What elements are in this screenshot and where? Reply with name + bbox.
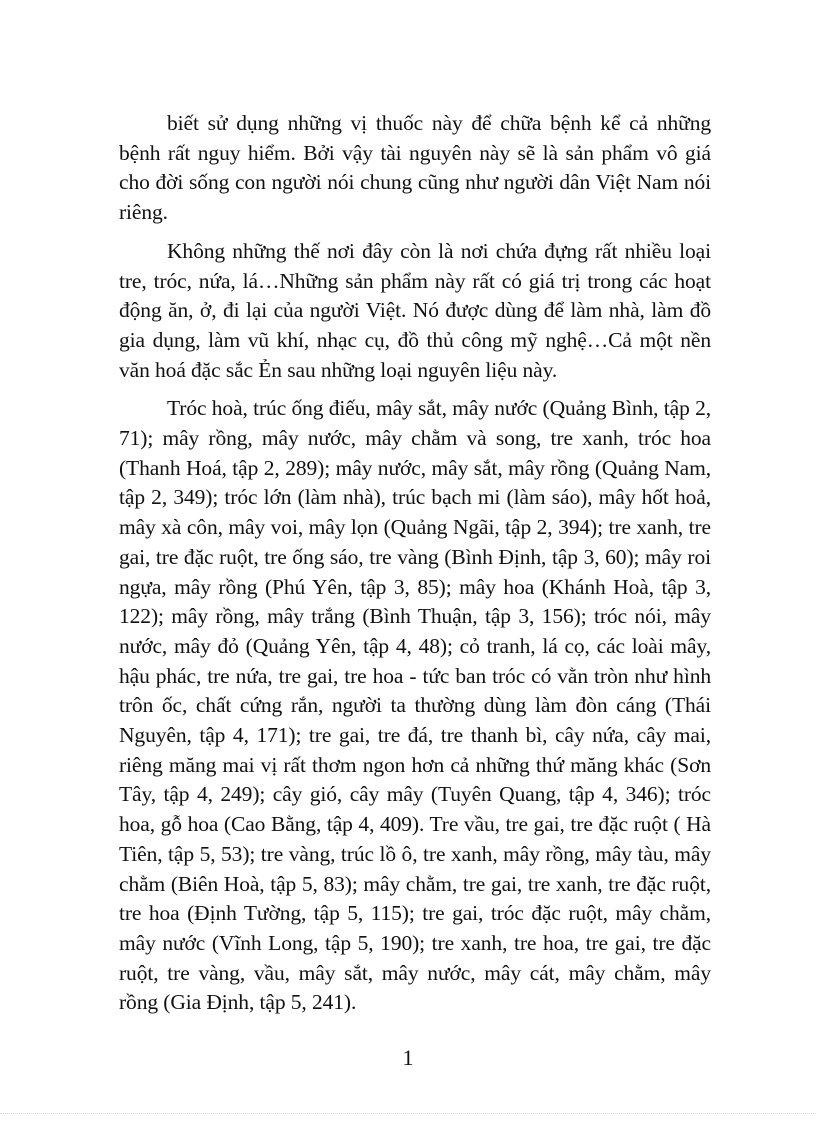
page-bottom-divider [0,1113,816,1114]
paragraph-bamboo-materials: Không những thế nơi đây còn là nơi chứa đựng rất nhiều loại tre, tróc, nứa, lá…Những sản phẩm này rất có giá trị trong các hoạt động ăn, ở, đi lại của người Việt. Nó được dùng để làm nhà, làm đồ gia dụng, làm vũ khí, nhạc cụ, đồ thủ công mỹ nghệ…Cả một nền văn hoá đặc sắc Ẻn sau những loại nguyên liệu này. [119,238,711,382]
body-text [119,109,711,1027]
paragraph-regional-list: Tróc hoà, trúc ống điếu, mây sắt, mây nước (Quảng Bình, tập 2, 71); mây rồng, mây nước, mây chằm và song, tre xanh, tróc hoa (Thanh Hoá, tập 2, 289); mây nước, mây sắt, mây rồng (Quảng Nam, tập 2, 349); tróc lớn (làm nhà), trúc bạch mi (làm sáo), mây hốt hoả, mây xà côn, mây voi, mây lọn (Quảng Ngãi, tập 2, 394); tre xanh, tre gai, tre đặc ruột, tre ống sáo, tre vàng (Bình Định, tập 3, 60); mây roi ngựa, mây rồng (Phú Yên, tập 3, 85); mây hoa (Khánh Hoà, tập 3, 122); mây rồng, mây trắng (Bình Thuận, tập 3, 156); tróc nói, mây nước, mây đỏ (Quảng Yên, tập 4, 48); cỏ tranh, lá cọ, các loài mây, hậu phác, tre nứa, tre gai, tre hoa - tức ban tróc có vằn tròn như hình trôn ốc, chất cứng rắn, người ta thường dùng làm đòn cáng (Thái Nguyên, tập 4, 171); tre gai, tre đá, tre thanh bì, cây nứa, cây mai, riêng măng mai vị rất thơm ngon hơn cả những thứ măng khác (Sơn Tây, tập 4, 249); cây gió, cây mây (Tuyên Quang, tập 4, 346); tróc hoa, gỗ hoa (Cao Bằng, tập 4, 409). Tre vầu, tre gai, tre đặc ruột ( Hà Tiên, tập 5, 53); tre vàng, trúc lồ ô, tre xanh, mây rồng, mây tàu, mây chằm (Biên Hoà, tập 5, 83); mây chằm, tre gai, tre xanh, tre đặc ruột, tre hoa (Định Tường, tập 5, 115); tre gai, tróc đặc ruột, mây chằm, mây nước (Vĩnh Long, tập 5, 190); tre xanh, tre hoa, tre gai, tre đặc ruột, tre vàng, vầu, mây sắt, mây nước, mây cát, mây chằm, mây rồng (Gia Định, tập 5, 241). [119,396,711,1015]
page-number: 1 [402,1045,414,1070]
paragraph-medicinal-value: biết sử dụng những vị thuốc này để chữa bệnh kể cả những bệnh rất nguy hiểm. Bởi vậy tài nguyên này sẽ là sản phẩm vô giá cho đời sống con người nói chung cũng như người dân Việt Nam nói riêng. [119,111,711,225]
